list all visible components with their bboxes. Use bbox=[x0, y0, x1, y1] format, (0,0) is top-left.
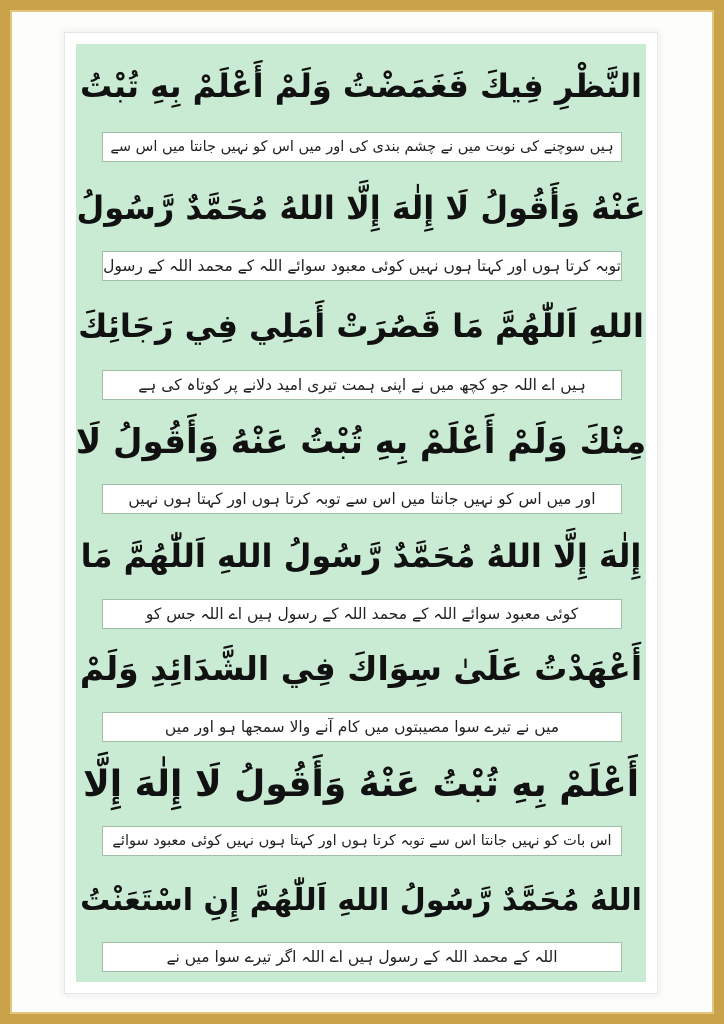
urdu-translation-2: توبہ کرتا ہوں اور کہتا ہوں نہیں کوئی معبود سوائے اللہ کے محمد اللہ کے رسول bbox=[102, 251, 622, 281]
arabic-line-1: النَّظْرِ فِيكَ فَغَمَضْتُ وَلَمْ أَعْلَمْ بِهِ تُبْتُ bbox=[80, 67, 643, 105]
urdu-translation-3: ہیں اے اللہ جو کچھ میں نے اپنی ہمت تیری امید دلانے پر کوتاہ کی ہے bbox=[102, 370, 622, 400]
urdu-translation-5: کوئی معبود سوائے اللہ کے محمد اللہ کے رسول ہیں اے اللہ جس کو bbox=[102, 599, 622, 629]
urdu-translation-4: اور میں اس کو نہیں جانتا میں اس سے توبہ کرتا ہوں اور کہتا ہوں نہیں bbox=[102, 484, 622, 514]
urdu-translation-6: میں نے تیرے سوا مصیبتوں میں کام آنے والا سمجھا ہو اور میں bbox=[102, 712, 622, 742]
arabic-line-7: أَعْلَمْ بِهِ تُبْتُ عَنْهُ وَأَقُولُ لَا إِلٰهَ إِلَّا bbox=[82, 763, 640, 805]
arabic-line-2: عَنْهُ وَأَقُولُ لَا إِلٰهَ إِلَّا اللهُ مُحَمَّدٌ رَّسُولُ bbox=[76, 189, 646, 227]
arabic-line-4: مِنْكَ وَلَمْ أَعْلَمْ بِهِ تُبْتُ عَنْهُ وَأَقُولُ لَا bbox=[76, 422, 646, 462]
prayer-panel bbox=[76, 44, 646, 982]
arabic-line-5: إِلٰهَ إِلَّا اللهُ مُحَمَّدٌ رَّسُولُ اللهِ اَللّٰهُمَّ مَا bbox=[80, 537, 642, 575]
arabic-line-6: أَعْهَدْتُ عَلَىٰ سِوَاكَ فِي الشَّدَائِدِ وَلَمْ bbox=[79, 648, 643, 688]
urdu-translation-8: اللہ کے محمد اللہ کے رسول ہیں اے اللہ اگر تیرے سوا میں نے bbox=[102, 942, 622, 972]
arabic-line-3: اللهِ اَللّٰهُمَّ مَا قَصُرَتْ أَمَلِي فِي رَجَائِكَ bbox=[78, 307, 644, 345]
arabic-line-8: اللهُ مُحَمَّدٌ رَّسُولُ اللهِ اَللّٰهُمَّ إِنِ اسْتَعَنْتُ bbox=[80, 882, 642, 918]
urdu-translation-7: اس بات کو نہیں جانتا اس سے توبہ کرتا ہوں اور کہتا ہوں نہیں کوئی معبود سوائے bbox=[102, 826, 622, 856]
urdu-translation-1: ہیں سوچنے کی نوبت میں نے چشم بندی کی اور میں اس کو نہیں جانتا میں اس سے bbox=[102, 132, 622, 162]
